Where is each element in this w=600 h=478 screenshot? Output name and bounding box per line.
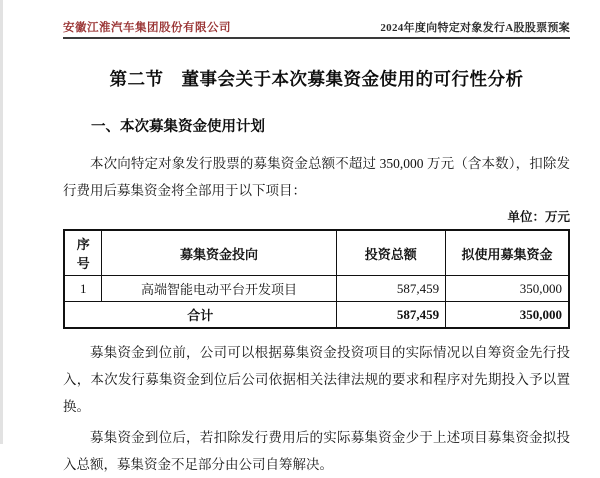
cell-raise: 350,000 (446, 276, 569, 302)
cell-total-label: 合计 (64, 302, 336, 329)
col-header-project: 募集资金投向 (102, 230, 336, 276)
cell-total-investment: 587,459 (336, 302, 446, 329)
col-header-raise: 拟使用募集资金 (446, 230, 569, 276)
cell-seq: 1 (64, 276, 102, 302)
col-header-investment: 投资总额 (336, 230, 446, 276)
cell-project: 高端智能电动平台开发项目 (102, 276, 336, 302)
company-name: 安徽江淮汽车集团股份有限公司 (63, 22, 231, 34)
subsection-heading: 一、本次募集资金使用计划 (91, 119, 265, 135)
fund-usage-table (63, 229, 570, 329)
paragraph-pre-funding: 募集资金到位前，公司可以根据募集资金投资项目的实际情况以自筹资金先行投入，本次发行募集资金到位后公司依据相关法律法规的要求和程序对先期投入予以置换。 (63, 345, 570, 414)
running-header (63, 20, 570, 39)
table-header-row (64, 230, 569, 276)
table-total-row (64, 302, 569, 329)
col-header-seq: 序号 (64, 230, 102, 276)
table-unit-label: 单位：万元 (507, 210, 570, 224)
paragraph-shortfall: 募集资金到位后，若扣除发行费用后的实际募集资金少于上述项目募集资金拟投入总额，募集资金不足部分由公司自筹解决。 (63, 430, 570, 472)
page-content (63, 41, 570, 478)
section-heading: 第二节 董事会关于本次募集资金使用的可行性分析 (109, 69, 524, 89)
document-page (3, 0, 600, 472)
cell-total-raise: 350,000 (446, 302, 569, 329)
table-row (64, 276, 569, 302)
paragraph-raise-amount: 本次向特定对象发行股票的募集资金总额不超过 350,000 万元（含本数），扣除发行费用后募集资金将全部用于以下项目： (63, 156, 570, 198)
document-title: 2024年度向特定对象发行A股股票预案 (380, 22, 570, 34)
cell-investment: 587,459 (336, 276, 446, 302)
